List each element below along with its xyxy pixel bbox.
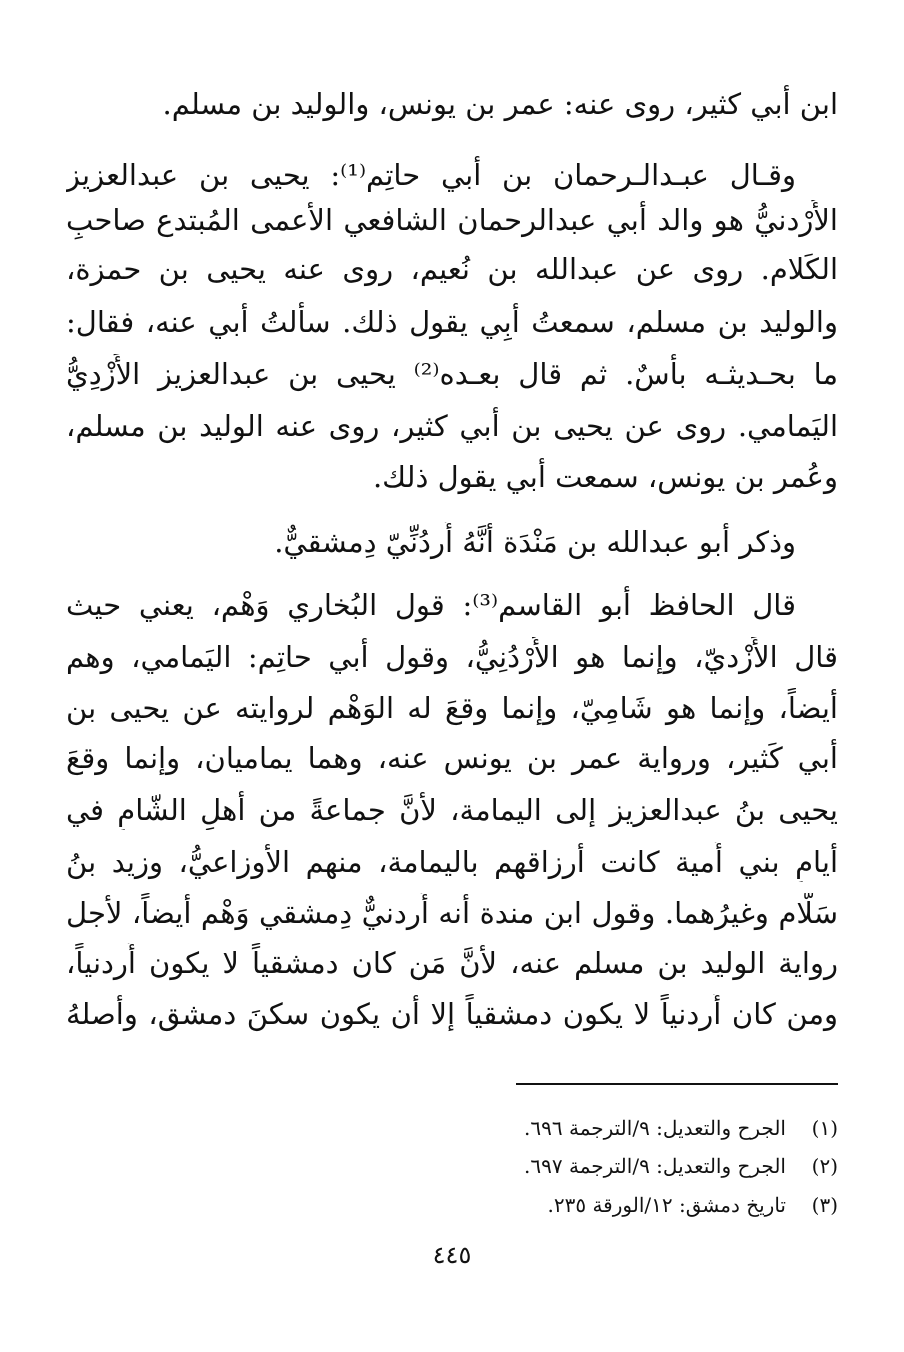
footnote-number: (٣) (811, 1193, 838, 1217)
text-line-5: والوليد بن مسلم، سمعتُ أبِي يقول ذلك. سألتُ أبي عنه، فقال: (66, 305, 838, 339)
text-line-7: اليَمامي. روى عن يحيى بن أبي كثير، روى عنه الوليد بن مسلم، (66, 409, 838, 443)
footnote-number: (١) (811, 1116, 838, 1140)
footnote-number: (٢) (811, 1154, 838, 1178)
footnote-2 (338, 1152, 838, 1180)
footnote-text: الجرح والتعديل: ٩/الترجمة ٦٩٦. (524, 1116, 786, 1140)
text-line-9: وذكر أبو عبدالله بن مَنْدَة أنَّهُ أُردُنِّيّ دِمشقيٌّ. (274, 525, 796, 559)
text-line-2: وقـال عبـدالـرحمان بن أبي حاتِم⁽¹⁾: يحيى بن عبدالعزيز (66, 158, 796, 192)
text-line-6: ما بحـديثـه بأسٌ. ثم قال بعـده⁽²⁾ يحيى بن عبدالعزيز الأَزْدِيُّ (66, 357, 838, 391)
page-number: ٤٤٥ (432, 1241, 472, 1269)
footnote-divider (516, 1083, 838, 1085)
footnote-text: تاريخ دمشق: ١٢/الورقة ٢٣٥. (547, 1193, 786, 1217)
text-line-15: أيامِ بني أُمية كانت أرزاقهم باليمامة، منهم الأوزاعيُّ، وزيد بنُ (66, 845, 838, 879)
footnote-3 (338, 1191, 838, 1219)
text-line-17: رواية الوليد بن مسلم عنه، لأنَّ مَن كان دمشقياً لا يكون أُردنياً، (66, 946, 838, 980)
text-line-3: الأُرْدنيُّ هو والد أبي عبدالرحمان الشافعي الأعمى المُبتدع صاحبِ (66, 203, 838, 237)
text-line-14: يحيى بنُ عبدالعزيز إلى اليمامة، لأنَّ جماعةً من أهلِ الشّامِ في (66, 793, 838, 827)
text-line-16: سَلّام وغيرُهما. وقول ابن مندة أنه أُردنيٌّ دِمشقي وَهْم أيضاً، لأجل (66, 896, 838, 930)
text-line-11: قال الأَزْديّ، وإنما هو الأُرْدُنِيُّ، وقول أبي حاتِم: اليَمامي، وهم (66, 640, 838, 674)
text-line-12: أيضاً، وإنما هو شَامِيّ، وإنما وقعَ له الوَهْم لروايته عن يحيى بن (66, 691, 838, 725)
text-line-8: وعُمر بن يونس، سمعت أبي يقول ذلك. (372, 460, 838, 494)
text-line-1: ابن أبي كثير، روى عنه: عمر بن يونس، والوليد بن مسلم. (162, 87, 838, 121)
footnote-1 (338, 1114, 838, 1142)
text-line-18: ومن كان أُردنياً لا يكون دمشقياً إلا أن يكون سكنَ دمشق، وأصلهُ (66, 997, 838, 1031)
text-line-10: قال الحافظ أبو القاسم⁽³⁾: قول البُخاري وَهْم، يعني حيث (66, 588, 796, 622)
footnote-text: الجرح والتعديل: ٩/الترجمة ٦٩٧. (524, 1154, 786, 1178)
text-line-4: الكَلام. روى عن عبدالله بن نُعيم، روى عنه يحيى بن حمزة، (66, 252, 838, 286)
text-line-13: أبي كَثير، ورواية عمر بن يونس عنه، وهما يماميان، وإنما وقعَ (66, 741, 838, 775)
